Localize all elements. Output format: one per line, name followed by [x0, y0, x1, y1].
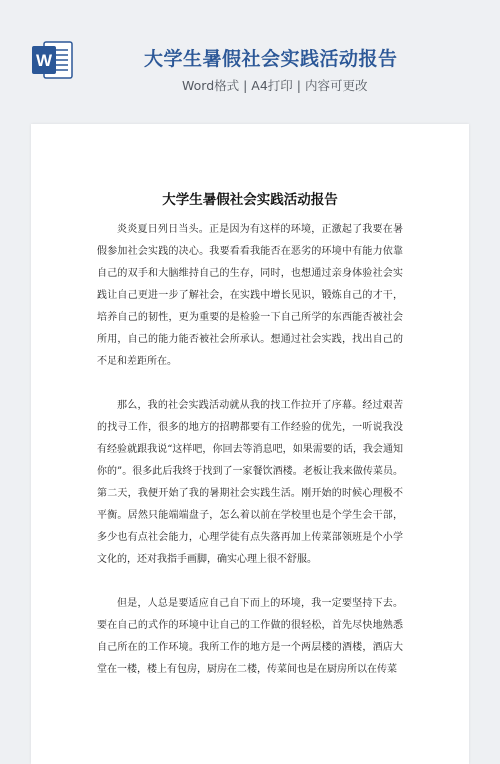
document-header: [0, 0, 500, 118]
document-heading: 大学生暑假社会实践活动报告: [144, 48, 398, 70]
paragraph-2: 那么，我的社会实践活动就从我的找工作拉开了序幕。经过艰苦的找寻工作，很多的地方的招聘都要有工作经验的优先，一听说我没有经验就跟我说“这样吧，你回去等消息吧，如果需要的话，我会通知你的”。很多此后我终于找到了一家餐饮酒楼。老板让我来做传菜员。第二天，我便开始了我的暑期社会实践生活。刚开始的时候心理极不平衡。居然只能端端盘子，怎么着以前在学校里也是个学生会干部，多少也有点社会能力，心理学徒有点失落再加上传菜部领班是个小学文化的，还对我指手画脚，确实心理上很不舒服。: [97, 400, 403, 565]
document-page: [31, 124, 469, 764]
paragraph-1: 炎炎夏日列日当头。正是因为有这样的环境，正激起了我要在暑假参加社会实践的决心。我要看看我能否在恶劣的环境中有能力依靠自己的双手和大脑维持自己的生存，同时，也想通过亲身体验社会实践让自己更进一步了解社会，在实践中增长见识，锻炼自己的才干，培养自己的韧性，更为重要的是检验一下自己所学的东西能否被社会所用，自己的能力能否被社会所承认。想通过社会实践，找出自己的不足和差距所在。: [97, 224, 403, 367]
paragraph-3: 但是，人总是要适应自己自下而上的环境，我一定要坚持下去。要在自己的式作的环境中让自己的工作做的很轻松，首先尽快地熟悉自己所在的工作环境。我所工作的地方是一个两层楼的酒楼，酒店大堂在一楼，楼上有包房，厨房在二楼，传菜间也是在厨房所以在传菜: [97, 598, 403, 675]
document-format-info: Word格式 | A4打印 | 内容可更改: [182, 78, 368, 93]
page-title: 大学生暑假社会实践活动报告: [162, 192, 338, 208]
svg-text:W: W: [35, 51, 53, 70]
word-document-icon: [30, 40, 74, 80]
document-body: [97, 219, 403, 703]
